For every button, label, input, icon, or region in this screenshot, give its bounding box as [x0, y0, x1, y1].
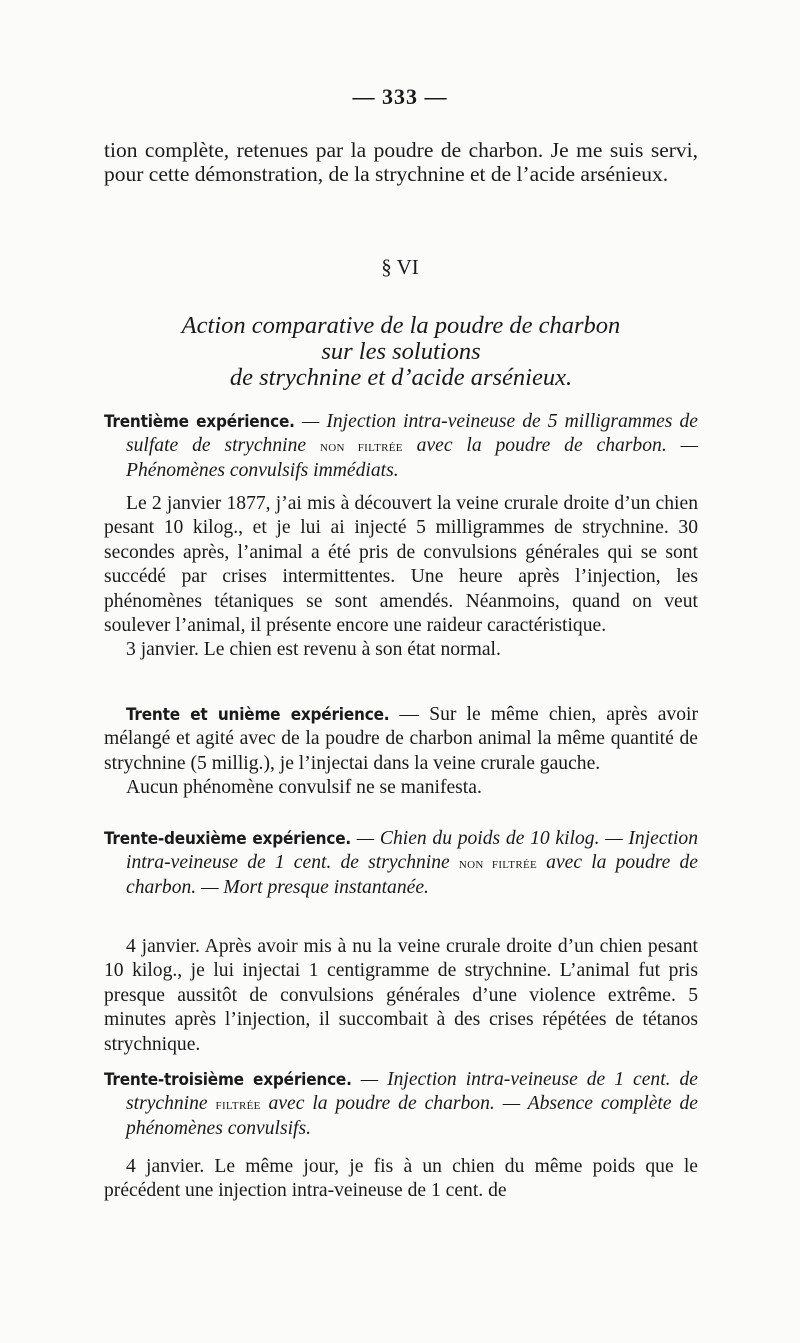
experiment-30-heading	[104, 410, 698, 483]
experiment-33-heading	[104, 1068, 698, 1141]
section-title-line-2: sur les solutions	[321, 338, 481, 365]
experiment-30-body	[104, 492, 698, 663]
experiment-33-body	[104, 1155, 698, 1204]
experiment-32-title: Trente-deuxième expérience.	[104, 829, 352, 849]
experiment-33-filtered: filtrée	[215, 1097, 261, 1113]
experiment-32-body	[104, 935, 698, 1057]
experiment-31	[104, 703, 698, 801]
page-number: — 333 —	[352, 84, 448, 109]
experiment-31-paragraph-1	[104, 703, 698, 776]
experiment-32	[104, 827, 698, 900]
experiment-33-summary-a: — Injection intra-veineuse de 1 cent. de strychnine	[126, 1069, 698, 1114]
intro-text: tion complète, retenues par la poudre de charbon. Je me suis servi, pour cette démonstration, de la strychnine et de l’acide arsénieux.	[104, 138, 698, 187]
experiment-30-paragraph-2: 3 janvier. Le chien est revenu à son état normal.	[126, 639, 501, 661]
intro-paragraph	[104, 138, 698, 187]
experiment-33	[104, 1068, 698, 1141]
experiment-32-paragraph-1: 4 janvier. Après avoir mis à nu la veine crurale droite d’un chien pesant 10 kilog., je lui injectai 1 centigramme de strychnine. L’animal fut pris presque aussitôt de convulsions générales d’une violence extrême. 5 minutes après l’injection, il succombait à des crises répétées de tétanos strychnique.	[104, 936, 698, 1055]
experiment-32-summary-a: — Chien du poids de 10 kilog. — Injection intra-veineuse de 1 cent. de strychnine	[126, 828, 698, 873]
experiment-30	[104, 410, 698, 483]
experiment-30-summary-a: — Injection intra-veineuse de 5 milligrammes de sulfate de strychnine	[126, 411, 698, 456]
experiment-31-text: — Sur le même chien, après avoir mélangé et agité avec de la poudre de charbon animal la même quantité de strychnine (5 millig.), je l’injectai dans la veine crurale gauche.	[104, 704, 698, 774]
section-mark: § VI	[381, 255, 419, 279]
experiment-32-unfiltered: non filtrée	[458, 856, 538, 872]
experiment-30-paragraph-1: Le 2 janvier 1877, j’ai mis à découvert la veine crurale droite d’un chien pesant 10 kilog., et je lui ai injecté 5 milligrammes de strychnine. 30 secondes après, l’animal a été pris de convulsions générales qui se sont succédé par crises intermittentes. Une heure après l’injection, les phénomènes tétaniques se sont amendés. Néanmoins, quand on veut soulever l’animal, il présente encore une raideur caractéristique.	[104, 493, 698, 637]
experiment-33-title: Trente-troisième expérience.	[104, 1070, 352, 1090]
experiment-30-summary-b: avec la poudre de charbon. — Phénomènes convulsifs immédiats.	[126, 435, 699, 481]
section-heading	[104, 313, 698, 391]
experiment-31-title: Trente et unième expérience.	[126, 705, 390, 725]
experiment-33-paragraph-1: 4 janvier. Le même jour, je fis à un chien du même poids que le précédent une injection intra-veineuse de 1 cent. de	[104, 1156, 698, 1202]
section-title-line-3: de strychnine et d’acide arsénieux.	[229, 364, 573, 391]
experiment-30-title: Trentième expérience.	[104, 412, 295, 432]
experiment-32-heading	[104, 827, 698, 900]
section-title-line-1: Action comparative de la poudre de charbon	[181, 312, 621, 339]
experiment-32-summary-b: avec la poudre de charbon. — Mort presque instantanée.	[126, 852, 699, 898]
experiment-33-summary-b: avec la poudre de charbon. — Absence complète de phénomènes convulsifs.	[126, 1093, 698, 1139]
experiment-31-paragraph-2: Aucun phénomène convulsif ne se manifesta.	[126, 777, 482, 799]
experiment-30-unfiltered: non filtrée	[319, 439, 403, 455]
